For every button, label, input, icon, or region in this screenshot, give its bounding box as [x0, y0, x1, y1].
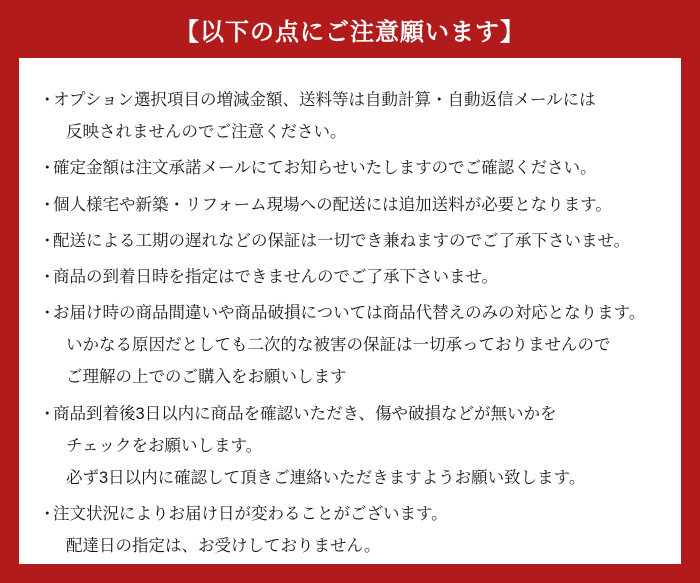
- list-item: [39, 225, 661, 257]
- list-item-line: 商品到着後3日以内に商品を確認いただき、傷や破損などが無いかを: [53, 404, 557, 423]
- bullet-icon: ・: [39, 91, 56, 109]
- list-item: [39, 398, 661, 495]
- list-item-line: 商品の到着日時を指定はできませんのでご了承下さいませ。: [53, 267, 499, 286]
- list-item-text: [53, 398, 661, 495]
- notice-header: [0, 0, 700, 58]
- list-item-line: 反映されませんのでご注意ください。: [66, 123, 347, 142]
- list-item-text: [53, 189, 661, 221]
- list-item-line: オプション選択項目の増減金額、送料等は自動計算・自動返信メールには: [53, 91, 596, 109]
- list-item: [39, 297, 661, 394]
- list-item-line: 配送による工期の遅れなどの保証は一切でき兼ねますのでご了承下さいませ。: [53, 231, 631, 250]
- list-item-text: [53, 261, 661, 293]
- list-item: [39, 189, 661, 221]
- bullet-icon: ・: [39, 267, 56, 286]
- bullet-icon: ・: [39, 304, 56, 323]
- list-item-text: [53, 225, 661, 257]
- page-title: 【以下の点にご注意願います】: [175, 18, 525, 46]
- list-item-text: [53, 297, 661, 394]
- list-item-line: 注文状況によりお届け日が変わることがございます。: [53, 505, 448, 524]
- list-item-line: 確定金額は注文承諾メールにてお知らせいたしますのでご確認ください。: [53, 159, 597, 178]
- list-item-line: 個人様宅や新築・リフォーム現場への配送には追加送料が必要となります。: [53, 195, 612, 214]
- notice-list: [39, 84, 661, 562]
- list-item-line: 必ず3日以内に確認して頂きご連絡いただきますようお願い致します。: [66, 468, 586, 487]
- list-item-line: チェックをお願いします。: [66, 436, 263, 455]
- list-item-line: 配達日の指定は、お受けしておりません。: [66, 537, 381, 556]
- list-item: [39, 152, 661, 184]
- bullet-icon: ・: [39, 505, 56, 524]
- list-item-line: いかなる原因だとしても二次的な被害の保証は一切承っておりませんので: [66, 336, 611, 355]
- list-item: [39, 261, 661, 293]
- list-item: [39, 84, 661, 148]
- bullet-icon: ・: [39, 231, 56, 250]
- bullet-icon: ・: [39, 404, 56, 423]
- list-item-text: [53, 152, 661, 184]
- list-item: [39, 498, 661, 562]
- list-item-text: [53, 84, 661, 148]
- bullet-icon: ・: [39, 195, 56, 214]
- list-item-line: ご理解の上でのご購入をお願いします: [66, 368, 347, 387]
- list-item-text: [53, 498, 661, 562]
- notice-body: [19, 58, 681, 564]
- bullet-icon: ・: [39, 159, 56, 178]
- list-item-line: お届け時の商品間違いや商品破損については商品代替えのみの対応となります。: [53, 304, 646, 323]
